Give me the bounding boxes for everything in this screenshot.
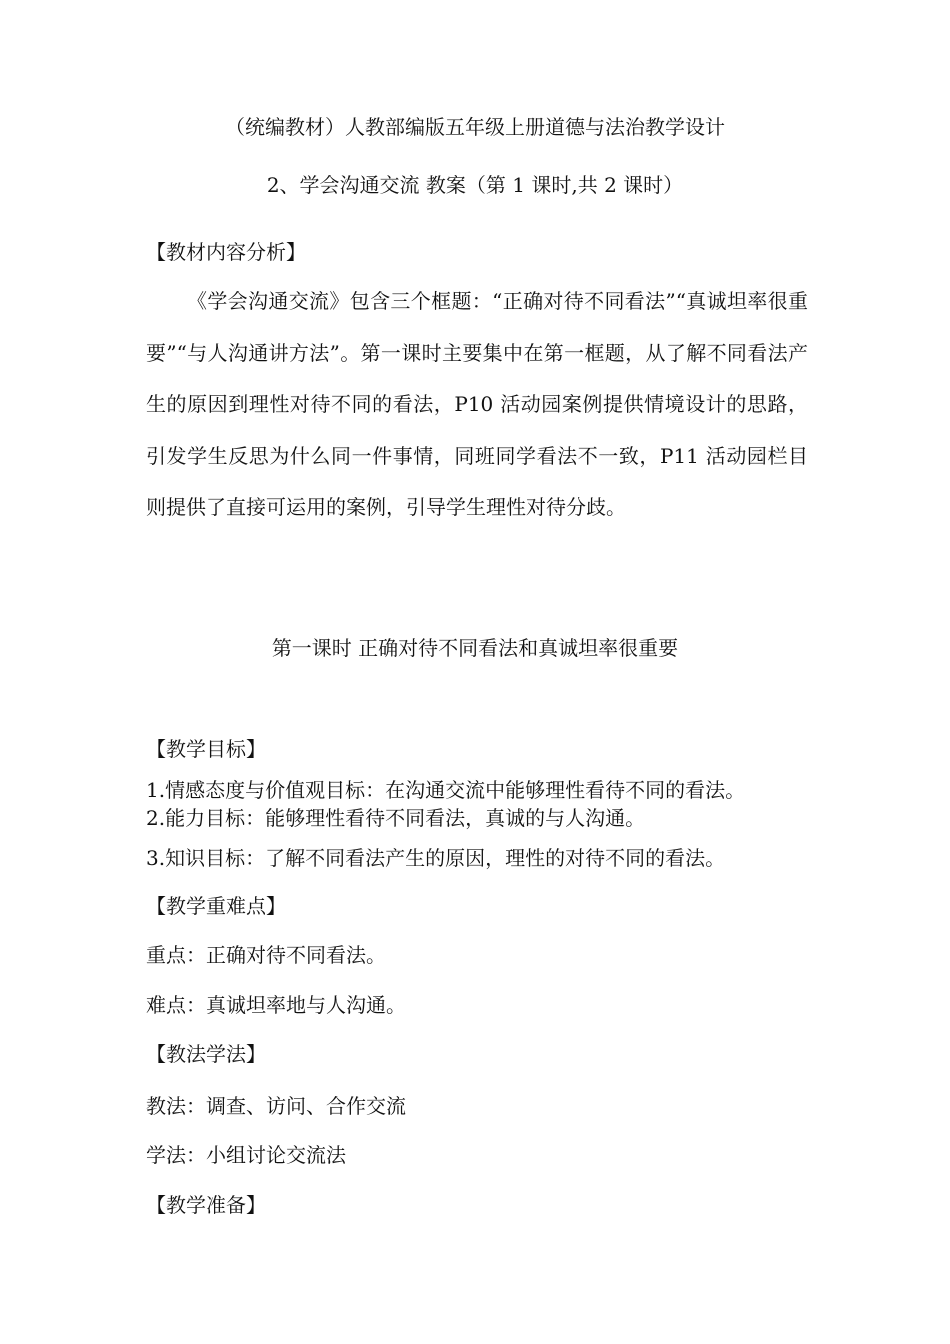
key-point: 重点：正确对待不同看法。 xyxy=(146,943,386,967)
learning-method: 学法：小组讨论交流法 xyxy=(146,1143,346,1167)
lesson-title: 第一课时 正确对待不同看法和真诚坦率很重要 xyxy=(271,636,679,660)
objective-item: 2.能力目标：能够理性看待不同看法，真诚的与人沟通。 xyxy=(146,806,646,830)
section-heading-methods: 【教法学法】 xyxy=(146,1042,266,1066)
objective-item: 1.情感态度与价值观目标：在沟通交流中能够理性看待不同的看法。 xyxy=(146,778,746,802)
document-title: （统编教材）人教部编版五年级上册道德与法治教学设计 xyxy=(225,115,725,139)
objective-item: 3.知识目标：了解不同看法产生的原因，理性的对待不同的看法。 xyxy=(146,846,726,870)
section-heading-preparation: 【教学准备】 xyxy=(146,1193,266,1217)
difficult-point: 难点：真诚坦率地与人沟通。 xyxy=(146,993,406,1017)
section-heading-keypoints: 【教学重难点】 xyxy=(146,894,286,918)
section-heading-objectives: 【教学目标】 xyxy=(146,737,266,761)
analysis-paragraph: 《学会沟通交流》包含三个框题：“正确对待不同看法”“真诚坦率很重要”“与人沟通讲方法”。第一课时主要集中在第一框题，从了解不同看法产生的原因到理性对待不同的看法，P10 活动园案例提供情境设计的思路，引发学生反思为什么同一件事情，同班同学看法不一致，P11 活动园栏目则提供了直接可运用的案例，引导学生理性对待分歧。 xyxy=(146,289,808,519)
teaching-method: 教法：调查、访问、合作交流 xyxy=(146,1094,406,1118)
document-subtitle: 2、学会沟通交流 教案（第 1 课时,共 2 课时） xyxy=(266,173,684,197)
section-heading-analysis: 【教材内容分析】 xyxy=(146,240,306,264)
